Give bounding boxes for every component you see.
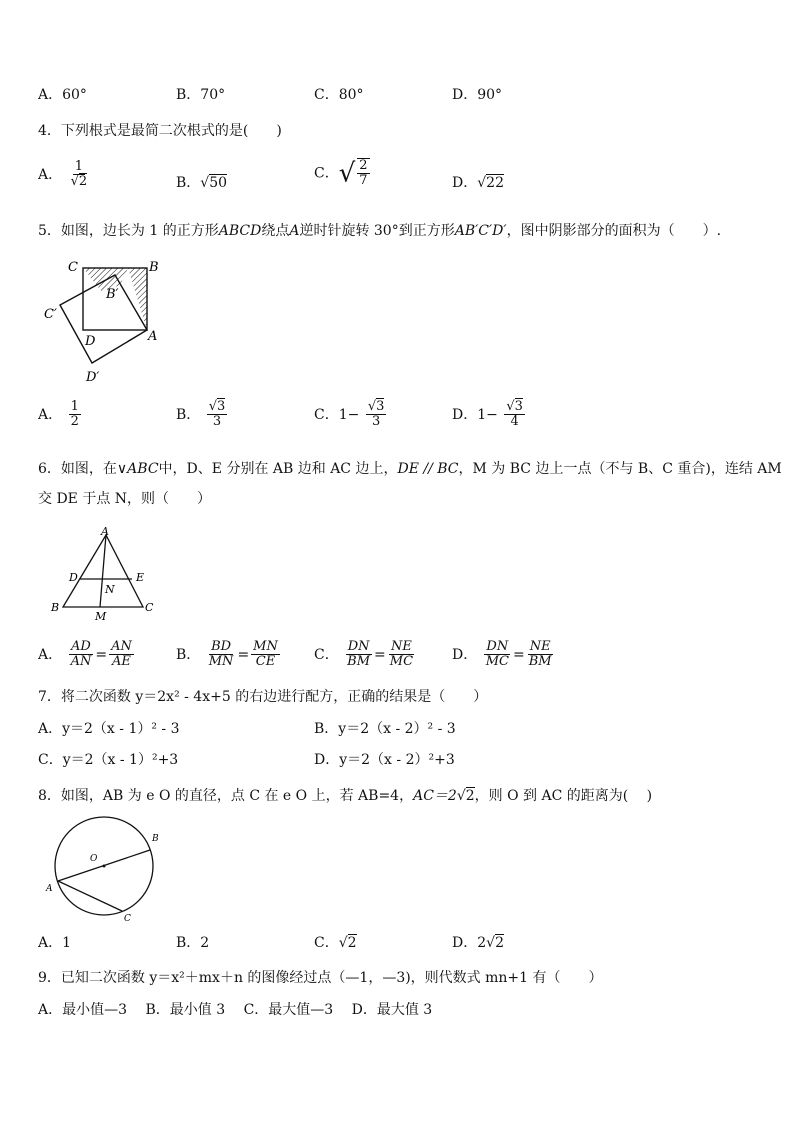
q4-a-numerator: 1	[74, 159, 83, 174]
q6-b-n2: MN	[253, 639, 278, 654]
q5-b-fraction	[207, 400, 228, 430]
q5-c-pre: 1−	[338, 406, 360, 423]
q6-label-m: M	[95, 610, 107, 623]
q6-a-label: A．	[38, 646, 63, 663]
sqrt-icon: √	[200, 175, 210, 191]
q5-d-den: 4	[510, 414, 519, 430]
q8-option-b: B．2	[176, 935, 210, 951]
q6-d-n1: DN	[486, 639, 509, 654]
q8-d-label: D．	[452, 935, 478, 951]
q4-d-radicand: 22	[486, 175, 504, 191]
q5-d-fraction	[504, 400, 525, 430]
q4-d-label: D．	[452, 175, 478, 191]
sqrt-icon: √	[70, 174, 79, 190]
q4-a-radicand: 2	[78, 174, 88, 190]
q5-d-radicand: 3	[514, 399, 523, 414]
q6-stem-part: ，M 为 BC 边上一点（不与 B、C 重合)，连结 AM	[458, 461, 782, 477]
q5-stem-a: A	[289, 223, 300, 239]
q6-c-label: C．	[314, 646, 339, 663]
q6-c-n2: NE	[390, 639, 412, 654]
q6-c-eq: =	[374, 646, 386, 663]
sqrt-icon: √	[506, 399, 515, 414]
q6-stem-line2: 交 DE 于点 N，则（ ）	[38, 491, 212, 507]
q5-figure	[40, 255, 170, 385]
sqrt-icon: √	[486, 935, 496, 951]
q5-c-label: C．	[314, 406, 339, 423]
q5-shaded-region-right	[128, 268, 147, 330]
q3-option-d: D．90°	[452, 87, 503, 103]
sqrt-icon: √	[456, 788, 466, 804]
q6-c-d2: MC	[389, 654, 414, 670]
q6-b-label: B．	[176, 646, 201, 663]
q5-a-num: 1	[70, 399, 79, 414]
q9-stem: 9．已知二次函数 y＝x²＋mx＋n 的图像经过点（—1，—3)，则代数式 mn+1 有（ ）	[38, 970, 603, 986]
q6-d-d2: BM	[528, 654, 552, 670]
q5-b-den: 3	[212, 414, 222, 430]
q5-label-d: D	[85, 334, 96, 349]
q6-option-d	[452, 640, 556, 670]
q7-option-b: B．y＝2（x - 2）² - 3	[314, 721, 456, 737]
q6-label-e: E	[136, 571, 145, 584]
q5-label-bprime: B′	[106, 287, 119, 302]
q8-chord-ac	[58, 881, 122, 911]
q6-d-frac2	[527, 640, 554, 670]
sqrt-icon: √	[338, 935, 348, 951]
q5-label-dprime: D′	[86, 370, 100, 385]
q5-a-label: A．	[38, 406, 63, 423]
q5-c-radicand: 3	[376, 399, 385, 414]
sqrt-icon: √	[338, 158, 356, 189]
q5-d-pre: 1−	[477, 406, 498, 423]
q6-c-frac2	[388, 640, 415, 670]
q6-c-frac1	[345, 640, 372, 670]
q3-option-b: B．70°	[176, 87, 226, 103]
q5-c-den: 3	[371, 414, 381, 430]
q5-stem-part: 5．如图，边长为 1 的正方形	[38, 223, 219, 239]
q6-label-a: A	[101, 525, 109, 538]
q8-stem-radicand: 2	[465, 788, 475, 804]
q6-option-a	[38, 640, 136, 670]
q5-stem-part: 绕点	[261, 223, 290, 239]
q6-option-b	[176, 640, 282, 670]
q8-center-point	[103, 865, 106, 868]
q4-stem: 4．下列根式是最简二次根式的是( )	[38, 123, 282, 139]
q4-c-label: C．	[314, 165, 339, 182]
q5-stem-abcd: ABCD	[218, 223, 262, 239]
q6-a-eq: =	[95, 646, 108, 663]
q5-b-label: B．	[176, 406, 201, 423]
q8-d-pre: 2	[477, 935, 487, 951]
q6-a-n2: AN	[111, 639, 132, 654]
q6-c-n1: DN	[347, 639, 370, 654]
q8-stem-part: ，则 O 到 AC 的距离为( )	[474, 788, 653, 804]
q8-figure	[38, 815, 168, 925]
q3-option-a: A．60°	[38, 87, 87, 103]
q5-option-d	[452, 400, 527, 430]
q6-b-frac1	[207, 640, 236, 670]
q8-c-radicand: 2	[347, 935, 357, 951]
q6-stem-part: 中，D、E 分别在 AB 边和 AC 边上，	[158, 461, 398, 477]
sqrt-icon: √	[477, 175, 487, 191]
q8-option-a: A．1	[38, 935, 72, 951]
q6-d-d1: MC	[485, 654, 509, 670]
q6-figure	[45, 525, 165, 625]
q6-b-eq: =	[237, 646, 250, 663]
q5-label-c: C	[68, 260, 78, 275]
q4-c-numerator: 2	[359, 158, 368, 173]
q5-stem-part: ，图中阴影部分的面积为（ ）.	[506, 223, 722, 239]
q5-option-b	[176, 400, 229, 430]
q6-label-b: B	[51, 601, 60, 614]
q5-stem-prime: AB′C′D′	[454, 223, 507, 239]
q6-b-d1: MN	[208, 654, 234, 670]
q6-stem-line1	[38, 458, 782, 478]
q8-c-label: C．	[314, 935, 339, 951]
q6-d-eq: =	[512, 646, 525, 663]
q6-option-c	[314, 640, 417, 670]
q8-stem-part: 8．如图，AB 为 e O 的直径，点 C 在 e O 上，若 AB=4，	[38, 788, 414, 804]
q8-stem	[38, 785, 652, 805]
q6-label-c: C	[145, 601, 154, 614]
q5-label-cprime: C′	[44, 307, 57, 322]
q6-a-d1: AN	[70, 654, 92, 670]
q6-d-n2: NE	[529, 639, 551, 654]
q8-label-o: O	[90, 854, 98, 864]
q8-label-b: B	[152, 834, 159, 844]
q8-option-d	[452, 932, 504, 952]
q6-a-frac2	[109, 640, 134, 670]
q7-option-a: A．y＝2（x - 1）² - 3	[38, 721, 180, 737]
q8-option-c	[314, 932, 357, 952]
q6-label-d: D	[69, 571, 78, 584]
q4-option-c	[314, 158, 372, 189]
q9-options: A．最小值—3 B．最小值 3 C．最大值—3 D．最大值 3	[38, 1002, 433, 1018]
q6-a-d2: AE	[112, 654, 131, 670]
q4-b-radicand: 50	[209, 175, 228, 191]
q4-a-fraction	[69, 160, 90, 190]
q5-d-label: D．	[452, 406, 478, 423]
q7-option-d: D．y＝2（x - 2）²+3	[314, 752, 455, 768]
sqrt-icon: √	[208, 399, 218, 414]
q3-option-c: C．80°	[314, 87, 364, 103]
q8-label-c: C	[124, 914, 131, 924]
q5-option-a	[38, 400, 83, 430]
q5-label-a: A	[148, 329, 158, 344]
q6-stem-parallel: DE // BC	[397, 461, 459, 477]
q8-label-a: A	[46, 884, 53, 894]
q6-a-frac1	[69, 640, 94, 670]
q4-option-d	[452, 172, 504, 192]
q6-label-n: N	[105, 583, 115, 596]
q6-segment-am	[100, 535, 106, 607]
sqrt-icon: √	[367, 399, 377, 414]
q6-b-d2: CE	[255, 654, 276, 670]
q5-b-radicand: 3	[217, 399, 226, 414]
q4-option-b	[176, 172, 227, 192]
q5-a-fraction	[69, 400, 81, 430]
q8-d-radicand: 2	[495, 935, 504, 951]
q5-c-fraction	[366, 400, 387, 430]
q5-stem	[38, 220, 721, 240]
q7-option-c: C．y＝2（x - 1）²+3	[38, 752, 179, 768]
q4-c-fraction	[357, 158, 369, 189]
q5-label-b: B	[149, 260, 159, 275]
q7-stem: 7．将二次函数 y＝2x² - 4x+5 的右边进行配方，正确的结果是（ ）	[38, 689, 488, 705]
q5-stem-part: 逆时针旋转 30°到正方形	[299, 223, 455, 239]
q5-option-c	[314, 400, 388, 430]
q6-a-n1: AD	[71, 639, 91, 654]
q6-c-d1: BM	[347, 654, 371, 670]
q6-d-frac1	[484, 640, 511, 670]
q4-b-label: B．	[176, 175, 201, 191]
q4-a-label: A．	[38, 166, 63, 183]
q8-stem-ac: AC＝2	[413, 788, 457, 804]
q6-b-frac2	[251, 640, 280, 670]
q4-c-denominator: 7	[359, 173, 368, 189]
q6-d-label: D．	[452, 646, 478, 663]
q6-stem-triangle: ∨ABC	[116, 461, 159, 477]
q4-option-a	[38, 160, 91, 190]
q6-b-n1: BD	[211, 639, 232, 654]
q6-stem-part: 6．如图，在	[38, 461, 117, 477]
q5-a-den: 2	[70, 414, 79, 430]
